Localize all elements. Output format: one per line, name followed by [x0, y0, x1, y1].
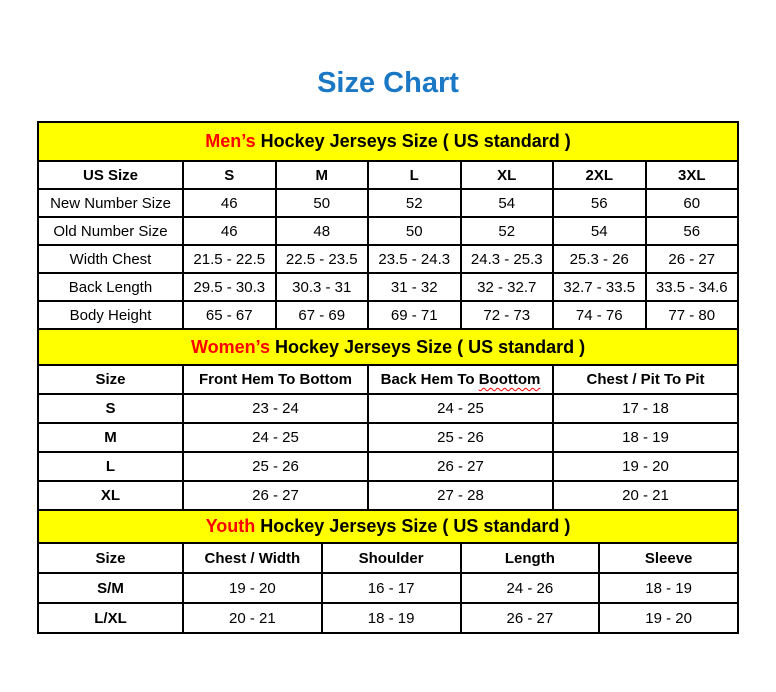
value-cell: 24 - 25 — [183, 423, 368, 452]
value-cell: 23 - 24 — [183, 394, 368, 423]
value-cell: 33.5 - 34.6 — [646, 273, 739, 301]
size-label-cell: XL — [38, 481, 183, 510]
table-row — [38, 189, 738, 217]
value-cell: 21.5 - 22.5 — [183, 245, 276, 273]
womens-section-band — [38, 329, 738, 365]
value-cell: 19 - 20 — [553, 452, 738, 481]
value-cell: 52 — [461, 217, 554, 245]
size-label-cell: Old Number Size — [38, 217, 183, 245]
value-cell: 52 — [368, 189, 461, 217]
value-cell: 16 - 17 — [322, 573, 461, 603]
value-cell: 17 - 18 — [553, 394, 738, 423]
table-row — [38, 217, 738, 245]
value-cell: 31 - 32 — [368, 273, 461, 301]
size-label-cell: M — [38, 423, 183, 452]
value-cell: 26 - 27 — [183, 481, 368, 510]
value-cell: 32.7 - 33.5 — [553, 273, 646, 301]
value-cell: 18 - 19 — [553, 423, 738, 452]
value-cell: 25 - 26 — [183, 452, 368, 481]
table-row — [38, 273, 738, 301]
header-cell: Shoulder — [322, 543, 461, 573]
size-label-cell: L — [38, 452, 183, 481]
mens-header-row — [38, 161, 738, 189]
value-cell: 48 — [276, 217, 369, 245]
size-label-cell: L/XL — [38, 603, 183, 633]
value-cell: 30.3 - 31 — [276, 273, 369, 301]
section-header-text: Hockey Jerseys Size ( US standard ) — [255, 131, 571, 151]
value-cell: 67 - 69 — [276, 301, 369, 329]
value-cell: 54 — [461, 189, 554, 217]
misspelled-word: Boottom — [478, 371, 541, 388]
section-header-text: Hockey Jerseys Size ( US standard ) — [255, 516, 571, 536]
table-row — [38, 245, 738, 273]
header-cell: M — [276, 161, 369, 189]
header-cell: Front Hem To Bottom — [183, 365, 368, 394]
value-cell: 22.5 - 23.5 — [276, 245, 369, 273]
header-cell — [368, 365, 553, 394]
table-row — [38, 423, 738, 452]
value-cell: 50 — [368, 217, 461, 245]
value-cell: 23.5 - 24.3 — [368, 245, 461, 273]
value-cell: 26 - 27 — [368, 452, 553, 481]
value-cell: 24 - 25 — [368, 394, 553, 423]
value-cell: 60 — [646, 189, 739, 217]
section-header-highlight: Women’s — [190, 336, 270, 357]
value-cell: 77 - 80 — [646, 301, 739, 329]
value-cell: 65 - 67 — [183, 301, 276, 329]
header-cell: Sleeve — [599, 543, 738, 573]
table-row — [38, 603, 738, 633]
value-cell: 56 — [553, 189, 646, 217]
size-label-cell: S — [38, 394, 183, 423]
section-header-highlight: Men’s — [205, 131, 256, 151]
value-cell: 25 - 26 — [368, 423, 553, 452]
table-row — [38, 394, 738, 423]
value-cell: 29.5 - 30.3 — [183, 273, 276, 301]
header-cell: Chest / Pit To Pit — [553, 365, 738, 394]
header-cell: Size — [38, 365, 183, 394]
value-cell: 72 - 73 — [461, 301, 554, 329]
womens-size-table — [37, 328, 739, 511]
header-cell: 3XL — [646, 161, 739, 189]
value-cell: 25.3 - 26 — [553, 245, 646, 273]
size-label-cell: S/M — [38, 573, 183, 603]
value-cell: 50 — [276, 189, 369, 217]
header-cell: XL — [461, 161, 554, 189]
header-text: Back Hem To — [380, 371, 479, 388]
value-cell: 56 — [646, 217, 739, 245]
header-cell: 2XL — [553, 161, 646, 189]
value-cell: 26 - 27 — [646, 245, 739, 273]
mens-section-band — [38, 122, 738, 161]
mens-section-header — [38, 122, 738, 161]
section-header-highlight: Youth — [205, 516, 256, 536]
value-cell: 32 - 32.7 — [461, 273, 554, 301]
value-cell: 26 - 27 — [461, 603, 600, 633]
header-cell: Length — [461, 543, 600, 573]
table-row — [38, 481, 738, 510]
value-cell: 46 — [183, 217, 276, 245]
size-label-cell: Width Chest — [38, 245, 183, 273]
header-cell: Chest / Width — [183, 543, 322, 573]
youth-section-band — [38, 510, 738, 543]
value-cell: 54 — [553, 217, 646, 245]
mens-size-table — [37, 121, 739, 330]
youth-section-header — [38, 510, 738, 543]
value-cell: 19 - 20 — [183, 573, 322, 603]
value-cell: 20 - 21 — [183, 603, 322, 633]
value-cell: 46 — [183, 189, 276, 217]
value-cell: 20 - 21 — [553, 481, 738, 510]
page-title: Size Chart — [317, 67, 459, 99]
size-label-cell: Back Length — [38, 273, 183, 301]
value-cell: 24.3 - 25.3 — [461, 245, 554, 273]
table-row — [38, 573, 738, 603]
size-label-cell: Body Height — [38, 301, 183, 329]
value-cell: 74 - 76 — [553, 301, 646, 329]
table-row — [38, 301, 738, 329]
value-cell: 27 - 28 — [368, 481, 553, 510]
header-cell: S — [183, 161, 276, 189]
value-cell: 18 - 19 — [599, 573, 738, 603]
table-row — [38, 452, 738, 481]
value-cell: 18 - 19 — [322, 603, 461, 633]
womens-section-header — [38, 329, 738, 365]
header-cell: US Size — [38, 161, 183, 189]
size-label-cell: New Number Size — [38, 189, 183, 217]
section-header-text: Hockey Jerseys Size ( US standard ) — [269, 336, 586, 357]
value-cell: 69 - 71 — [368, 301, 461, 329]
header-cell: L — [368, 161, 461, 189]
value-cell: 19 - 20 — [599, 603, 738, 633]
youth-size-table — [37, 509, 739, 634]
header-cell: Size — [38, 543, 183, 573]
size-tables — [37, 121, 737, 634]
womens-header-row — [38, 365, 738, 394]
youth-header-row — [38, 543, 738, 573]
value-cell: 24 - 26 — [461, 573, 600, 603]
